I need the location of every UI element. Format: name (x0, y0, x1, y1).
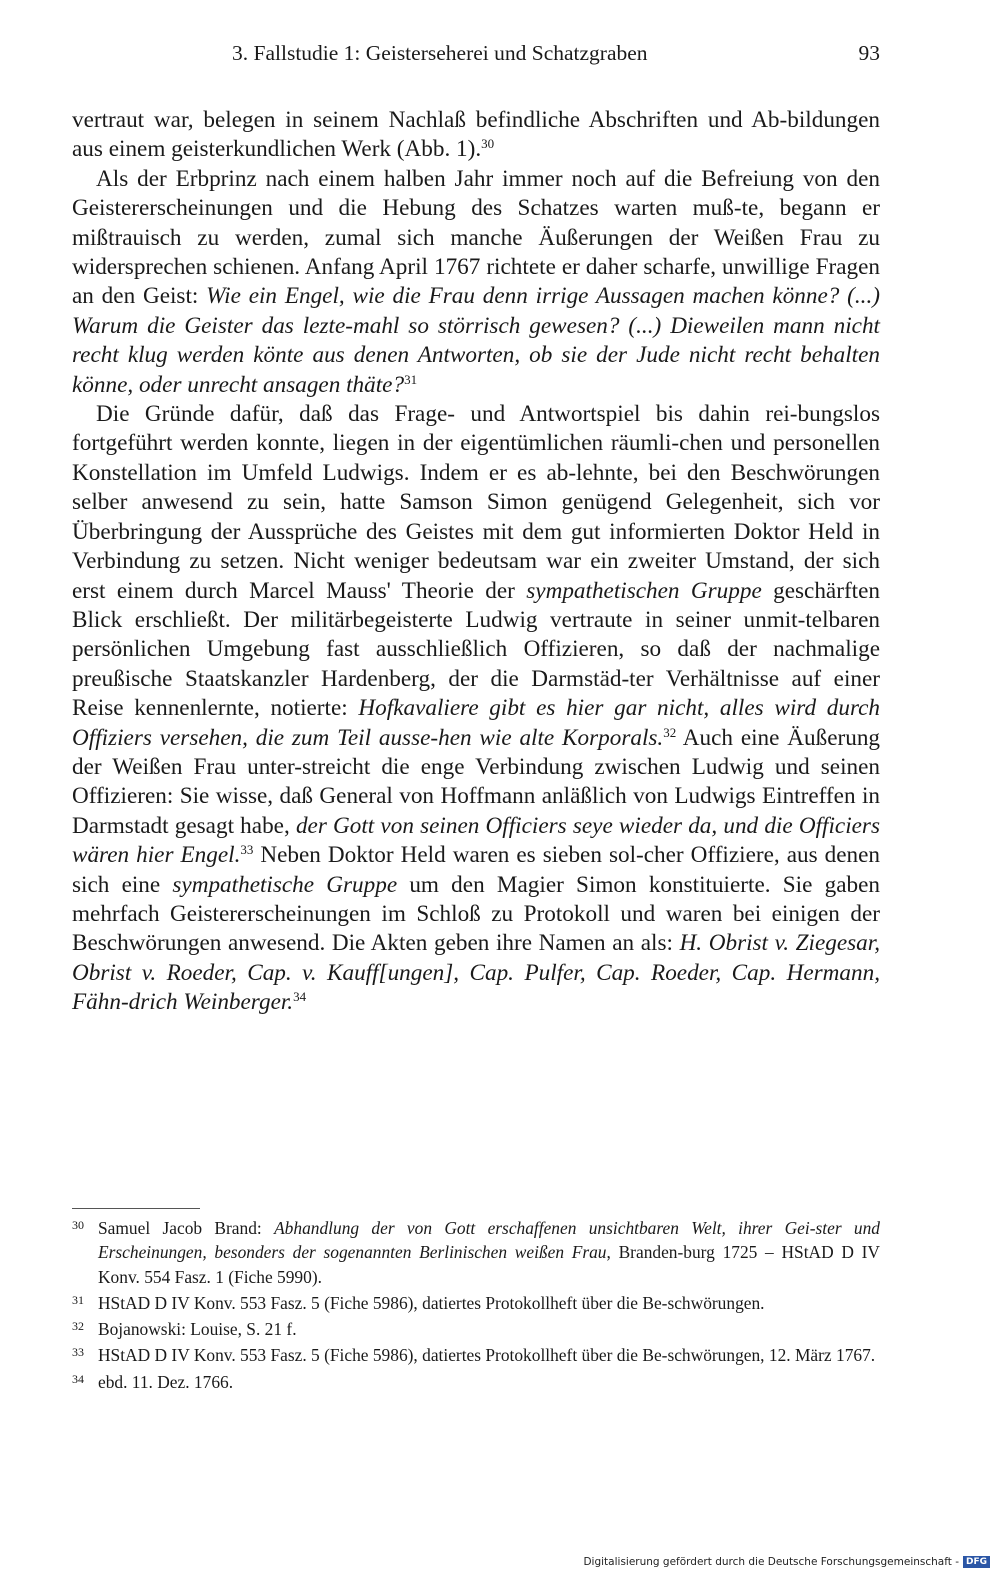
footnote (72, 1317, 880, 1341)
footnote (72, 1291, 880, 1315)
footnote-divider (72, 1208, 200, 1209)
text-run: Bojanowski: Louise, S. 21 f. (98, 1319, 297, 1340)
footnote-number: 34 (72, 1371, 84, 1386)
italic-term: sympathetischen Gruppe (526, 577, 762, 604)
dfg-logo: DFG (963, 1556, 990, 1568)
banner-text: Digitalisierung gefördert durch die Deutsche Forschungsgemeinschaft - (583, 1556, 959, 1568)
book-title: Abhandlung der von Gott erschaffenen unsichtbaren Welt, ihrer Gei-​ster und Erscheinungen, besonders der sogenannten Berlinischen weißen Frau (98, 1218, 881, 1263)
footnote-ref: 32 (663, 724, 677, 740)
text-run: Die Gründe dafür, daß das Frage- und Antwortspiel bis dahin rei-​bungslos fortgeführt werden konnte, liegen in der eigentümlichen räumli-​chen und personellen Konstellation im Umfeld Ludwigs. Indem er es ab-​lehnte, bei den Beschwörungen selber anwesend zu sein, hatte Samson Simon genügend Gelegenheit, sich vor Überbringung der Aussprüche des Geistes mit dem gut informierten Doktor Held in Verbindung zu setzen. Nicht weniger bedeutsam war ein zweiter Umstand, der sich erst einem durch Marcel Mauss' Theorie der (72, 401, 880, 604)
footnote-number: 31 (72, 1292, 84, 1307)
paragraph (72, 165, 880, 400)
footnote (72, 1343, 880, 1367)
footnote-number: 30 (72, 1218, 84, 1232)
body-text (72, 106, 880, 1018)
text-run: Als der Erbprinz nach einem halben Jahr immer noch auf die Befreiung von den Geistererscheinungen und die Hebung des Schatzes warten muß-​te, begann er mißtrauisch zu werden, zumal sich manche Äußerungen der Weißen Frau zu widersprechen schienen. Anfang April 1767 richtete er daher scharfe, unwillige Fragen an den Geist: (72, 165, 880, 310)
footnote-number: 33 (72, 1345, 84, 1360)
page-number: 93 (858, 41, 880, 65)
text-run: HStAD D IV Konv. 553 Fasz. 5 (Fiche 5986), datiertes Protokollheft über die Be-​schwörungen, 12. März 1767. (98, 1345, 876, 1366)
quotation: Wie ein Engel, wie die Frau denn irrige Aussagen machen könne? (...) Warum die Geister das lezte-​mahl so störrisch gewesen? (...) Dieweilen mann nicht recht klug werden könte aus denen Antworten, ob sie der Jude nicht recht behalten könne, oder unrecht ansagen thäte? (72, 283, 880, 398)
text-run: Samuel Jacob Brand: (98, 1218, 275, 1238)
text-run: , Branden-​burg 1725 – HStAD D IV Konv. 554 Fasz. 1 (Fiche 5990). (98, 1242, 880, 1287)
footnote-ref: 33 (240, 842, 254, 858)
quotation: H. Obrist v. Ziegesar, Obrist v. Roeder, Cap. v. Kauff[ungen], Cap. Pulfer, Cap. Roeder, Cap. Hermann, Fähn-​drich Weinberger. (72, 930, 880, 1016)
text-run: HStAD D IV Konv. 553 Fasz. 5 (Fiche 5986), datiertes Protokollheft über die Be-​schwörungen. (98, 1292, 765, 1313)
footnote-ref: 34 (293, 989, 307, 1005)
footnote-ref: 30 (481, 136, 495, 152)
text-run: vertraut war, belegen in seinem Nachlaß befindliche Abschriften und Ab-​bildungen aus einem geisterkundlichen Werk (Abb. 1). (72, 107, 880, 163)
text-run: um den Magier Simon konstituierte. Sie gaben mehrfach Geistererscheinungen im Schloß zu Protokoll und waren bei einigen der Beschwörungen anwesend. Die Akten geben ihre Namen an als: (72, 871, 880, 957)
text-run: ebd. 11. Dez. 1766. (98, 1371, 234, 1392)
footnote (72, 1370, 880, 1394)
running-title: 3. Fallstudie 1: Geisterseherei und Schatzgraben (232, 41, 648, 65)
italic-term: sympathetische Gruppe (172, 871, 398, 898)
digitization-banner (583, 1556, 990, 1568)
footnote-ref: 31 (404, 371, 418, 387)
footnote (72, 1216, 880, 1289)
paragraph (72, 106, 880, 165)
quotation: Hofkavaliere gibt es hier gar nicht, alles wird durch Offiziers versehen, die zum Teil ausse-​hen wie alte Korporals. (72, 695, 880, 751)
text-run: geschärften Blick erschließt. Der militärbegeisterte Ludwig vertraute in seiner unmit-​telbaren persönlichen Umgebung fast ausschließlich Offizieren, so daß der nachmalige preußische Staatskanzler Hardenberg, der die Darmstäd-​ter Verhältnisse auf einer Reise kennenlernte, notierte: (72, 577, 880, 722)
footnotes (72, 1216, 880, 1396)
paragraph (72, 400, 880, 1018)
quotation: der Gott von seinen Officiers seye wieder da, und die Officiers wären hier Engel. (72, 812, 880, 869)
text-run: Neben Doktor Held waren es sieben sol-​cher Offiziere, aus denen sich eine (72, 842, 880, 898)
footnote-number: 32 (72, 1319, 84, 1334)
text-run: Auch eine Äußerung der Weißen Frau unter-​streicht die enge Verbindung zwischen Ludwig und seinen Offizieren: Sie wisse, daß General von Hoffmann anläßlich von Ludwigs Eintreffen in Darmstadt gesagt habe, (72, 724, 881, 839)
running-header (72, 36, 880, 70)
